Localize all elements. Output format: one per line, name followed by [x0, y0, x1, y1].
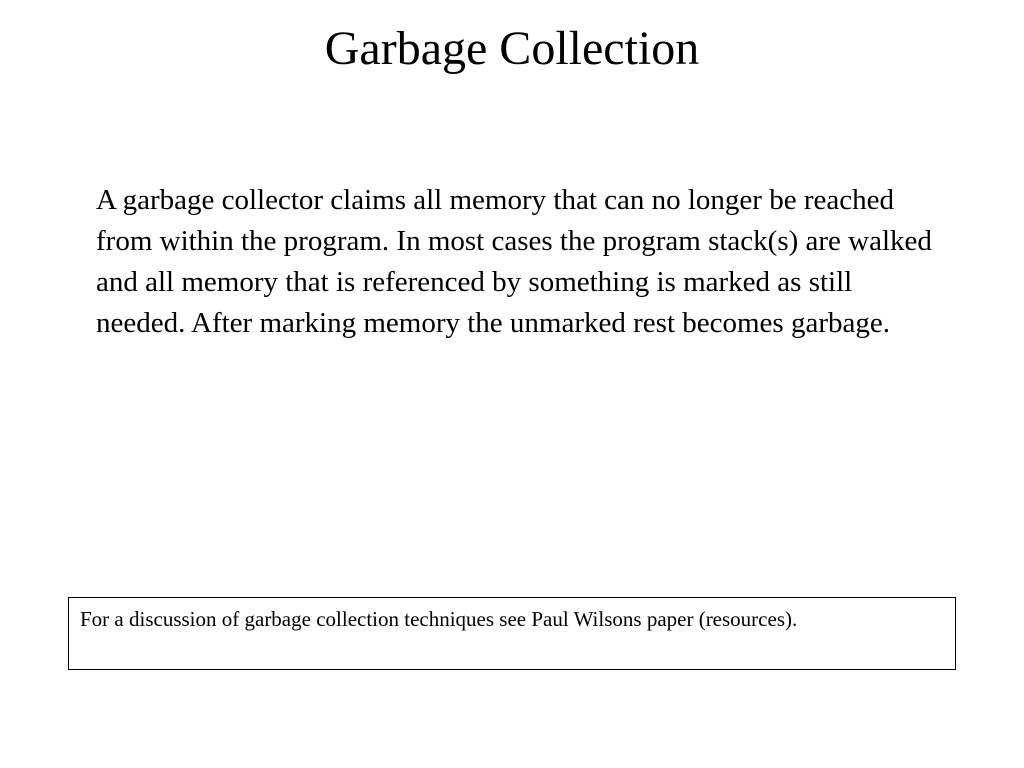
note-box	[68, 597, 956, 670]
slide-body-text: A garbage collector claims all memory that can no longer be reached from within the program. In most cases the program stack(s) are walked and all memory that is referenced by something is marked as still needed. After marking memory the unmarked rest becomes garbage.	[96, 184, 932, 339]
slide-title: Garbage Collection	[324, 22, 700, 75]
note-text: For a discussion of garbage collection techniques see Paul Wilsons paper (resources).	[80, 607, 798, 631]
